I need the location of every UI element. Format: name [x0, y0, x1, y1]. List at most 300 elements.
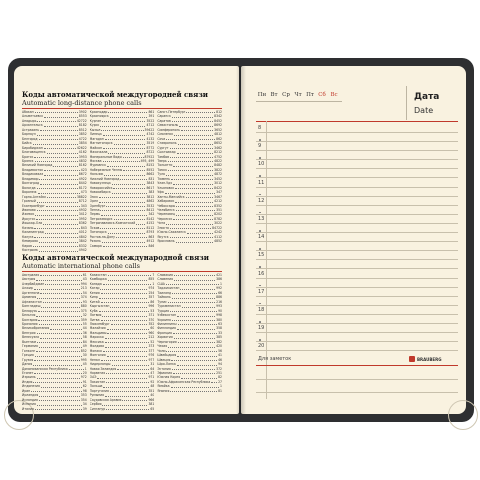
city-name: Новая Зеландия [89, 366, 117, 371]
city-name: Омск [89, 194, 99, 199]
city-name: Литва [89, 317, 100, 322]
leader-dots [102, 239, 146, 242]
city-name: Бангладеш [22, 304, 41, 309]
city-name: Алжир [22, 286, 33, 291]
city-name: Череповец [157, 212, 175, 217]
city-name: Волгоград [22, 181, 40, 186]
dial-code: 370 [148, 317, 155, 322]
leader-dots [103, 146, 145, 149]
dial-code: 20 [82, 370, 87, 375]
dial-code: 4162 [78, 150, 87, 155]
leader-dots [37, 208, 78, 211]
city-name: Пермь [89, 212, 101, 217]
city-name: Черкесск [157, 216, 173, 221]
city-name: Словения [157, 277, 173, 282]
dial-code: 8202 [214, 212, 223, 217]
city-name: Магадан [89, 136, 104, 141]
city-name: Тамбов [157, 154, 170, 159]
city-name: Испания [22, 402, 36, 407]
leader-dots [99, 199, 146, 202]
dial-code: 8212 [214, 150, 223, 155]
leader-dots [37, 331, 82, 334]
leader-dots [39, 137, 78, 140]
leader-dots [173, 371, 215, 374]
hour-label: 16 [258, 270, 265, 277]
city-name: Пенза [89, 207, 100, 212]
leader-dots [99, 195, 145, 198]
leader-dots [177, 362, 217, 365]
hour-line[interactable] [256, 150, 458, 151]
city-name: Туркменистан [157, 304, 181, 309]
code-entry [22, 248, 87, 252]
leader-dots [103, 244, 148, 247]
dial-code: 45 [82, 362, 87, 367]
city-name: Калининград [22, 230, 44, 235]
city-name: Иркутск [22, 216, 36, 221]
city-name: Петрозаводск [89, 216, 113, 221]
hour-line[interactable] [256, 205, 458, 206]
city-name: Курск [89, 123, 100, 128]
city-name: Южно-Африканская Республика [157, 379, 211, 384]
leader-dots [100, 123, 145, 126]
spine [236, 66, 246, 414]
half-hour-line[interactable] [256, 250, 458, 251]
half-hour-line[interactable] [256, 305, 458, 306]
hour-line[interactable] [256, 223, 458, 224]
city-name: Сочи [157, 136, 166, 141]
leader-dots [177, 313, 215, 316]
city-name: Новокузнецк [89, 181, 111, 186]
leader-dots [37, 295, 80, 298]
leader-dots [39, 393, 80, 396]
weekday-2[interactable]: Ср [282, 92, 290, 98]
code-entry [157, 239, 222, 243]
leader-dots [123, 168, 145, 171]
city-name: Норвегия [89, 370, 106, 375]
leader-dots [108, 230, 146, 233]
leader-dots [108, 277, 148, 280]
city-name: Эстония [157, 366, 171, 371]
half-hour-line[interactable] [256, 196, 458, 197]
city-name: Ярославль [157, 239, 175, 244]
leader-dots [37, 402, 82, 405]
leader-dots [39, 248, 78, 251]
hour-line[interactable] [256, 296, 458, 297]
dial-code: 66 [218, 290, 223, 295]
half-hour-line[interactable] [256, 232, 458, 233]
weekday-1[interactable]: Вт [270, 92, 278, 98]
city-name: Анадырь [22, 118, 37, 123]
hour-label: 13 [258, 216, 265, 222]
leader-dots [100, 286, 147, 289]
city-name: Индонезия [22, 384, 40, 389]
dial-code: 423 [80, 167, 87, 172]
city-name: Тула [157, 172, 165, 177]
leader-dots [170, 226, 211, 229]
leader-dots [101, 318, 148, 321]
dial-code: 473 [80, 190, 87, 195]
dial-code: 56 [218, 348, 223, 353]
longdistance-title-en: Automatic long-distance phone calls [22, 99, 142, 107]
city-name: Дания [22, 362, 33, 367]
city-name: Тюмень [157, 176, 170, 181]
leader-dots [38, 190, 80, 193]
half-hour-line[interactable] [256, 159, 458, 160]
leader-dots [175, 186, 213, 189]
dial-code: 8452 [214, 118, 223, 123]
leader-dots [36, 349, 80, 352]
weekday-6[interactable]: Вс [330, 92, 338, 98]
city-name: Тунис [157, 299, 167, 304]
hour-label: 15 [258, 252, 265, 259]
city-name: Самара [89, 243, 102, 248]
leader-dots [37, 340, 82, 343]
weekday-0[interactable]: Пн [257, 92, 267, 98]
dial-code: 846 [148, 243, 155, 248]
longdistance-codes [22, 110, 222, 253]
hour-line[interactable] [256, 259, 458, 260]
dial-code: 351 [148, 388, 155, 393]
city-name: Кострома [22, 248, 38, 253]
leader-dots [171, 384, 223, 389]
leader-dots [39, 177, 77, 180]
dial-code: 54 [82, 290, 87, 295]
half-hour-line[interactable] [256, 214, 458, 215]
dial-code: 8692 [214, 123, 223, 128]
dial-code: 3012 [214, 181, 223, 186]
city-name: Оренбург [89, 203, 106, 208]
leader-dots [37, 199, 78, 202]
dial-code: 4212 [214, 199, 223, 204]
dial-code: 4842 [78, 234, 87, 239]
leader-dots [112, 362, 150, 365]
leader-dots [172, 367, 215, 370]
dial-code: 976 [148, 353, 155, 358]
leader-dots [116, 235, 147, 238]
dial-code: 34 [82, 402, 87, 407]
dial-code: 8482 [214, 163, 223, 168]
dial-code: 861 [148, 110, 155, 114]
leader-dots [99, 295, 148, 298]
city-name: Польша [89, 384, 103, 389]
city-name: Чехия [157, 344, 168, 349]
dial-code: 373 [148, 344, 155, 349]
city-name: Великий Новгород [22, 163, 53, 168]
city-name: Новосибирск [89, 190, 111, 195]
dial-code: 812 [216, 110, 223, 114]
leader-dots [105, 344, 147, 347]
dial-code: 3522 [146, 118, 155, 123]
weekday-3[interactable]: Чт [294, 92, 302, 98]
city-name: Кызыл [89, 127, 101, 132]
half-hour-line[interactable] [256, 323, 458, 324]
hour-line[interactable] [256, 278, 458, 279]
dial-code: 8552 [146, 167, 155, 172]
leader-dots [34, 286, 80, 289]
weekday-rule [256, 101, 342, 102]
leader-dots [36, 313, 81, 316]
leader-dots [36, 277, 81, 280]
dial-code: 3842 [78, 239, 87, 244]
city-name: Улан-Удэ [157, 181, 172, 186]
leader-dots [112, 181, 146, 184]
leader-dots [39, 322, 82, 325]
dial-code: 4152 [146, 221, 155, 226]
leader-dots [34, 235, 77, 238]
longdistance-rule [22, 108, 222, 109]
dial-code: 61 [82, 273, 87, 277]
city-name: Ростов-на-Дону [89, 234, 115, 239]
city-name: Германия [22, 344, 38, 349]
city-name: Майкоп [89, 145, 103, 150]
dial-code: 354 [80, 397, 87, 402]
leader-dots [44, 123, 78, 126]
leader-dots [105, 137, 146, 140]
dial-code: 3532 [146, 203, 155, 208]
hour-line[interactable] [256, 168, 458, 169]
dial-code: 4832 [78, 158, 87, 163]
leader-dots [173, 331, 217, 334]
hour-label: 20 [258, 343, 265, 350]
hour-line[interactable] [256, 350, 458, 351]
city-name: Грузия [22, 357, 34, 362]
dial-code: 343 [80, 203, 87, 208]
notes-label[interactable]: Для заметок [258, 356, 292, 362]
leader-dots [103, 132, 146, 135]
city-name: Япония [157, 388, 170, 393]
city-name: Чебоксары [157, 203, 176, 208]
city-name: Владимир [22, 176, 39, 181]
leader-dots [69, 367, 84, 370]
hour-label: 12 [258, 197, 265, 204]
weekday-5[interactable]: Сб [318, 92, 326, 98]
dial-code: 3952 [78, 216, 87, 221]
hour-line[interactable] [256, 314, 458, 315]
leader-dots [35, 353, 82, 356]
dial-code: 4752 [214, 154, 223, 159]
hour-line[interactable] [256, 132, 458, 133]
city-name: Гонконг [22, 348, 36, 353]
hour-label: 14 [258, 234, 265, 241]
city-name: Альметьевск [22, 114, 44, 119]
city-name: Катар [89, 286, 100, 291]
leader-dots [44, 146, 76, 149]
leader-dots [102, 402, 147, 405]
leader-dots [45, 230, 78, 233]
city-name: Мурманск [89, 163, 106, 168]
dial-code: 212 [148, 335, 155, 340]
dial-code: 352 [148, 321, 155, 326]
leader-dots [40, 181, 78, 184]
dial-code: 994 [80, 281, 87, 286]
city-name: Нижний Новгород [89, 176, 120, 181]
leader-dots [166, 349, 217, 352]
international-codes [22, 273, 222, 411]
dial-code: 377 [148, 348, 155, 353]
city-name: Афганистан [22, 299, 42, 304]
leader-dots [106, 204, 145, 207]
leader-dots [181, 128, 213, 131]
city-name: Люксембург [89, 321, 110, 326]
leader-dots [110, 389, 148, 392]
city-name: Красноярск [89, 114, 109, 119]
date-label-ru: Дата [414, 92, 440, 102]
dial-code: 4932 [78, 207, 87, 212]
city-name: Владивосток [22, 167, 44, 172]
dial-code: 93 [82, 299, 87, 304]
longdistance-title-ru: Коды автоматической междугородней связи [22, 90, 208, 99]
city-name: Греция [22, 353, 34, 358]
dial-code: 8112 [146, 225, 155, 230]
dial-code: 831 [148, 176, 155, 181]
longdistance-column [90, 110, 155, 253]
brand-logo-icon [409, 356, 415, 362]
city-name: Австрия [22, 277, 36, 282]
city-name: Москва [89, 158, 102, 163]
city-name: Сургут [157, 145, 169, 150]
city-name: Екатеринбург [22, 203, 45, 208]
dial-code: 8442 [78, 181, 87, 186]
dial-code: 8412 [146, 207, 155, 212]
hour-label: 8 [258, 125, 262, 131]
city-name: Калуга [22, 234, 34, 239]
city-name: Ханты-Мансийск [157, 194, 185, 199]
city-name: Беларусь [22, 308, 38, 313]
half-hour-line[interactable] [256, 287, 458, 288]
weekday-4[interactable]: Пт [306, 92, 314, 98]
leader-dots [117, 367, 149, 370]
leader-dots [172, 295, 215, 298]
longdistance-column [157, 110, 222, 253]
city-name: Белгород [22, 136, 38, 141]
leader-dots [171, 358, 217, 361]
dial-code: 3953 [78, 154, 87, 159]
leader-dots [168, 168, 213, 171]
dial-code: 47 [150, 370, 155, 375]
dial-code: 58 [82, 335, 87, 340]
leader-dots [113, 186, 145, 189]
city-name: Турция [157, 308, 170, 313]
half-hour-line[interactable] [256, 341, 458, 342]
half-hour-line[interactable] [256, 141, 458, 142]
hour-line[interactable] [256, 241, 458, 242]
city-name: Саратов [157, 118, 171, 123]
dial-code: 420 [216, 344, 223, 349]
dial-code: 382 [216, 339, 223, 344]
leader-dots [34, 155, 77, 158]
city-name: Абакан [22, 110, 34, 114]
dial-code: 46 [218, 357, 223, 362]
weekday-row [256, 92, 340, 98]
city-name: Элиста [157, 225, 169, 230]
leader-dots [180, 286, 215, 289]
dial-code: 52 [150, 339, 155, 344]
city-name: Киров [22, 243, 32, 248]
hour-line[interactable] [256, 332, 458, 333]
leader-dots [177, 150, 214, 153]
dial-code: 8342 [214, 114, 223, 119]
dial-code: 42622 [76, 145, 87, 150]
city-name: Чита [157, 221, 166, 226]
dial-code: 254 [148, 290, 155, 295]
leader-dots [31, 389, 82, 392]
dial-code: 8152 [146, 163, 155, 168]
dial-code: 8512 [78, 127, 87, 132]
dial-code: 3519 [146, 141, 155, 146]
city-name: Швеция [157, 357, 171, 362]
city-name: Кыргызстан [89, 304, 110, 309]
leader-dots [97, 375, 147, 378]
hour-line[interactable] [256, 187, 458, 188]
dial-code: 998 [216, 313, 223, 318]
city-name: Франция [157, 330, 172, 335]
leader-dots [47, 150, 78, 153]
leader-dots [105, 393, 149, 396]
leader-dots [211, 380, 217, 383]
dial-code: 358 [216, 326, 223, 331]
leader-dots [172, 318, 215, 321]
leader-dots [178, 322, 218, 325]
city-name: Саудовская Аравия [89, 397, 122, 402]
city-name: Псков [89, 225, 100, 230]
half-hour-line[interactable] [256, 268, 458, 269]
leader-dots [39, 239, 78, 242]
city-name: Ирландия [22, 393, 39, 398]
dial-code: 4822 [214, 158, 223, 163]
leader-dots [178, 141, 214, 144]
corner-mark-right [448, 400, 478, 430]
code-entry [22, 407, 87, 411]
dial-code: 213 [80, 286, 87, 291]
dial-code: 90 [218, 308, 223, 313]
dial-code: 43 [82, 277, 87, 282]
dial-code: 55 [82, 321, 87, 326]
leader-dots [103, 384, 149, 387]
city-name: Минеральные Воды [89, 154, 122, 159]
leader-dots [168, 300, 215, 303]
city-name: Астрахань [22, 127, 40, 132]
city-name: Южно-Сахалинск [157, 230, 186, 235]
leader-dots [136, 221, 145, 224]
dial-code: 8332 [78, 243, 87, 248]
city-name: Пятигорск [89, 230, 107, 235]
dial-code: 8617 [146, 185, 155, 190]
dial-code: 53 [150, 308, 155, 313]
international-column [22, 273, 87, 411]
dial-code: 974 [148, 286, 155, 291]
city-name: Томск [157, 167, 168, 172]
city-name: Тверь [157, 158, 167, 163]
dial-code: 996 [148, 304, 155, 309]
leader-dots [38, 318, 79, 321]
half-hour-line[interactable] [256, 177, 458, 178]
dial-code: 39 [82, 406, 87, 411]
city-name: Украина [157, 317, 171, 322]
leader-dots [47, 195, 76, 198]
city-name: Ямайка [157, 384, 170, 389]
city-name: Смоленск [157, 132, 174, 137]
dial-code: 84 [82, 339, 87, 344]
city-name: Йошкар-Ола [22, 221, 43, 226]
city-name: Ульяновск [157, 185, 175, 190]
city-name: Куба [89, 308, 98, 313]
leader-dots [34, 371, 81, 374]
city-name: Владикавказ [22, 172, 44, 177]
dial-code: 8182 [78, 123, 87, 128]
international-rule [22, 271, 222, 272]
leader-dots [174, 273, 215, 276]
longdistance-column [22, 110, 87, 253]
